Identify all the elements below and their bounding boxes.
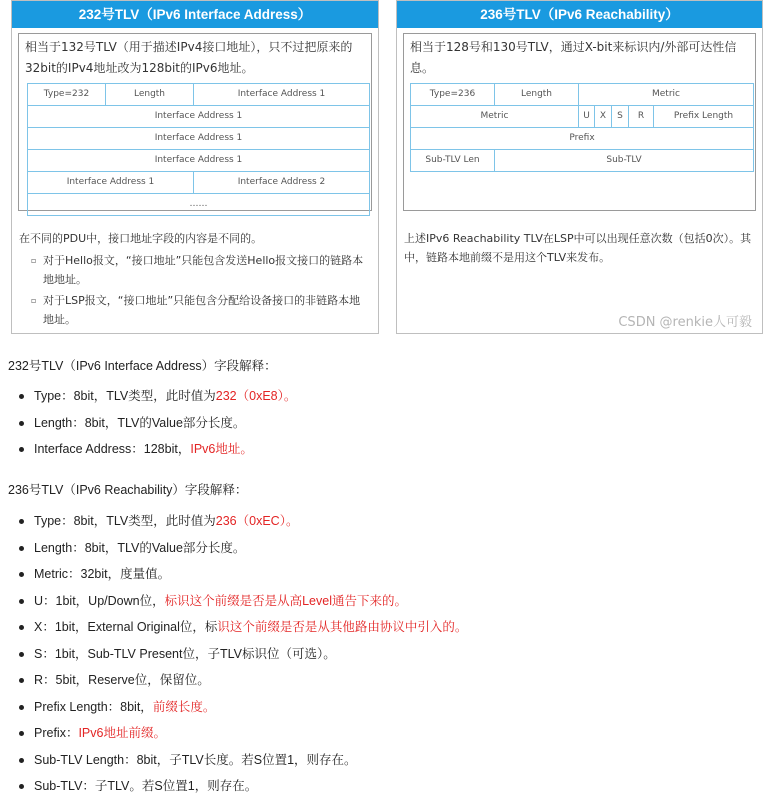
table-cell: X: [595, 106, 612, 128]
card-title: 236号TLV（IPv6 Reachability）: [397, 1, 762, 28]
card-title: 232号TLV（IPv6 Interface Address）: [12, 1, 378, 28]
card-description-box: [18, 33, 372, 211]
list-item: Sub-TLV：子TLV。若S位置1，则存在。: [16, 778, 467, 805]
table-cell: Type=232: [28, 84, 106, 106]
reachability-tlv-card: [396, 0, 763, 334]
list-item: Interface Address：128bit，IPv6地址。: [16, 441, 296, 468]
tlv-format-table: [410, 83, 754, 172]
list-item: Prefix Length：8bit，前缀长度。: [16, 699, 467, 726]
card-description: 相当于132号TLV（用于描述IPv4接口地址），只不过把原来的32bit的IPv4地址改为128bit的IPv6地址。: [25, 40, 353, 75]
list-item: Sub-TLV Length：8bit，子TLV长度。若S位置1，则存在。: [16, 752, 467, 779]
list-item: X：1bit，External Original位，标识这个前缀是否是从其他路由协议中引入的。: [16, 619, 467, 646]
list-item: Type：8bit，TLV类型，此时值为236（0xEC）。: [16, 513, 467, 540]
table-cell: Sub-TLV Len: [411, 150, 495, 172]
table-cell: Prefix: [411, 128, 754, 150]
table-cell: Interface Address 1: [28, 150, 370, 172]
table-cell: Interface Address 1: [194, 84, 370, 106]
table-cell: Interface Address 1: [28, 172, 194, 194]
section-236-title: 236号TLV（IPv6 Reachability）字段解释：: [8, 483, 248, 497]
list-item: Type：8bit，TLV类型，此时值为232（0xE8）。: [16, 388, 296, 415]
table-row: [411, 150, 754, 172]
list-item: Metric：32bit，度量值。: [16, 566, 467, 593]
watermark: CSDN @renkie人可毅: [618, 315, 752, 330]
table-cell: Metric: [579, 84, 754, 106]
list-item: R：5bit，Reserve位，保留位。: [16, 672, 467, 699]
table-cell: Metric: [411, 106, 579, 128]
bullet-icon: ▫: [31, 296, 37, 305]
list-item: Length：8bit，TLV的Value部分长度。: [16, 540, 467, 567]
table-cell: S: [612, 106, 629, 128]
list-item: ▫ 对于Hello报文，“接口地址”只能包含发送Hello报文接口的链路本地地址。: [31, 251, 371, 289]
table-cell: Sub-TLV: [495, 150, 754, 172]
pdu-note: 在不同的PDU中，接口地址字段的内容是不同的。: [19, 232, 263, 245]
table-row: [411, 128, 754, 150]
section-232-field-list: [16, 388, 296, 468]
table-row: [411, 84, 754, 106]
table-cell: Interface Address 2: [194, 172, 370, 194]
table-cell: Prefix Length: [654, 106, 754, 128]
table-row: [28, 194, 370, 216]
tlv-format-table: [27, 83, 370, 216]
table-cell: ……: [28, 194, 370, 216]
table-cell: R: [629, 106, 654, 128]
table-cell: Interface Address 1: [28, 128, 370, 150]
bullet-icon: ▫: [31, 256, 37, 265]
reachability-note: 上述IPv6 Reachability TLV在LSP中可以出现任意次数（包括0次）。其中，链路本地前缀不是用这个TLV来发布。: [404, 232, 752, 264]
section-232-title: 232号TLV（IPv6 Interface Address）字段解释：: [8, 359, 277, 373]
list-item: S：1bit，Sub-TLV Present位，子TLV标识位（可选）。: [16, 646, 467, 673]
card-description: 相当于128号和130号TLV，通过X-bit来标识内/外部可达性信息。: [410, 40, 737, 75]
table-cell: Type=236: [411, 84, 495, 106]
table-cell: Length: [106, 84, 194, 106]
table-row: [28, 150, 370, 172]
list-item: U：1bit，Up/Down位，标识这个前缀是否是从高Level通告下来的。: [16, 593, 467, 620]
table-row: [28, 106, 370, 128]
card-description-box: [403, 33, 756, 211]
table-row: [28, 128, 370, 150]
table-row: [28, 84, 370, 106]
table-cell: Length: [495, 84, 579, 106]
list-item: ▫ 对于LSP报文，“接口地址”只能包含分配给设备接口的非链路本地地址。: [31, 291, 371, 329]
list-item: Length：8bit，TLV的Value部分长度。: [16, 415, 296, 442]
table-cell: Interface Address 1: [28, 106, 370, 128]
table-row: [28, 172, 370, 194]
table-cell: U: [579, 106, 595, 128]
section-236-field-list: [16, 513, 467, 805]
interface-address-tlv-card: [11, 0, 379, 334]
table-row: [411, 106, 754, 128]
list-item: Prefix：IPv6地址前缀。: [16, 725, 467, 752]
